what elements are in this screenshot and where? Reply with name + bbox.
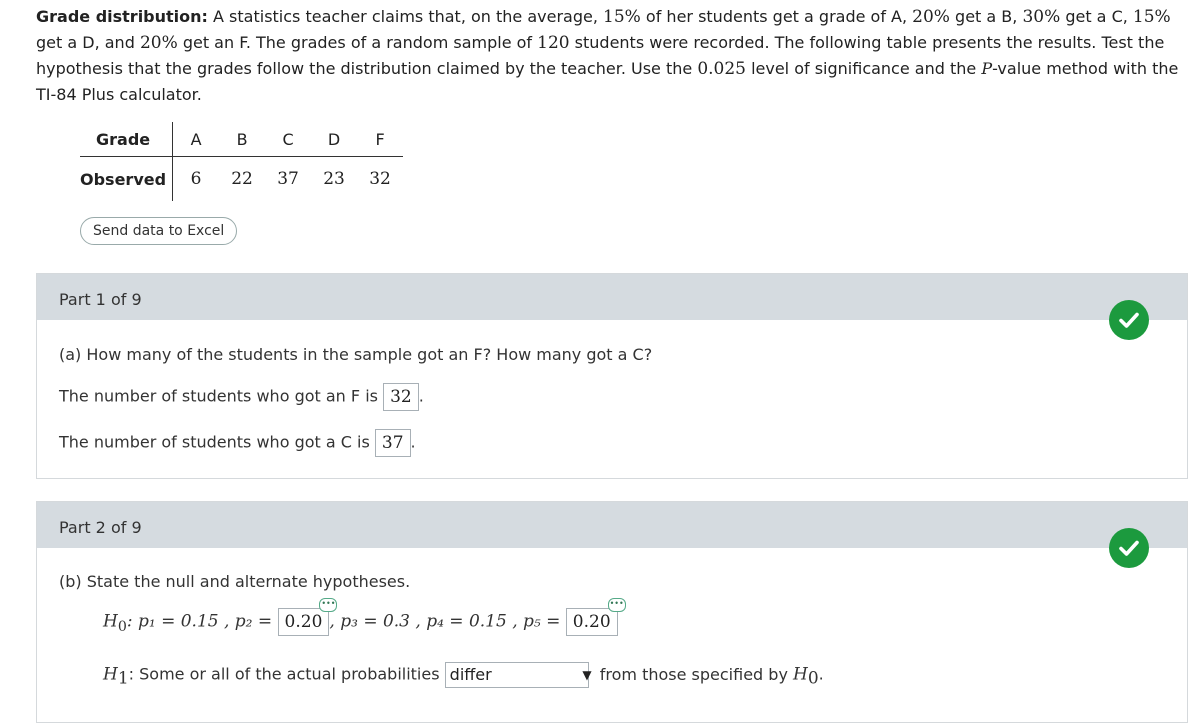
period: . [410, 432, 416, 452]
observed-header: Observed [80, 157, 173, 202]
h0-symbol: H [793, 664, 808, 685]
h1-symbol: H [103, 664, 118, 685]
p-variable: P [981, 59, 993, 78]
h0-subscript: 0 [117, 618, 127, 635]
observed-row [80, 157, 403, 202]
percent-c: 30% [1022, 7, 1061, 27]
grade-cell: A [173, 122, 220, 157]
part-1-question: (a) How many of the students in the sample got an F? How many got a C? [59, 345, 653, 364]
f-count-line [59, 383, 424, 411]
observed-cell: 6 [190, 169, 202, 189]
part-2-question: (b) State the null and alternate hypotheses. [59, 572, 411, 591]
p5-cell [566, 599, 624, 636]
p2-answer[interactable]: 0.20 [278, 608, 330, 636]
problem-text: get a B, [949, 7, 1023, 26]
part-1-label: Part 1 of 9 [59, 290, 142, 309]
problem-text: get a C, [1060, 7, 1133, 26]
observed-cell: 32 [369, 169, 391, 189]
part-2-header [37, 502, 1187, 548]
c-count-answer[interactable]: 37 [375, 429, 411, 457]
h1-dropdown-value: differ [449, 665, 492, 684]
period: . [418, 386, 424, 406]
part-1-panel [36, 273, 1188, 479]
c-count-text: The number of students who got a C is [59, 432, 370, 452]
alternate-hypothesis [103, 662, 824, 689]
grades-table [80, 122, 403, 201]
percent-d: 15% [1132, 7, 1171, 27]
problem-text: get a D, and [36, 33, 140, 52]
percent-f: 20% [139, 33, 178, 53]
checkmark-icon [1109, 300, 1149, 340]
problem-text: get an F. The grades of a random sample of [177, 33, 538, 52]
h1-after-text: from those specified by [599, 664, 788, 684]
problem-statement [36, 4, 1186, 108]
h0-subscript: 0 [807, 668, 819, 689]
observed-cell: 23 [323, 169, 345, 189]
problem-title: Grade distribution: [36, 7, 208, 26]
period: . [818, 664, 824, 684]
sample-size: 120 [537, 33, 570, 53]
send-to-excel-button[interactable]: Send data to Excel [80, 217, 237, 245]
h0-text: , p₃ = 0.3 , p₄ = 0.15 , p₅ = [329, 611, 561, 632]
problem-text: of her students get a grade of A, [640, 7, 913, 26]
h1-subscript: 1 [117, 668, 129, 689]
checkmark-icon [1109, 528, 1149, 568]
grade-cell: F [357, 122, 403, 157]
h0-symbol: H [103, 611, 118, 632]
grade-header: Grade [80, 122, 173, 157]
problem-text: level of significance and the [745, 59, 982, 78]
grade-row [80, 122, 403, 157]
h0-text: : p₁ = 0.15 , p₂ = [126, 611, 273, 632]
grade-cell: B [219, 122, 265, 157]
grade-cell: D [311, 122, 357, 157]
f-count-text: The number of students who got an F is [59, 386, 378, 406]
problem-text: A statistics teacher claims that, on the average, [207, 7, 604, 26]
null-hypothesis [103, 599, 624, 636]
more-options-icon[interactable]: ••• [319, 598, 337, 612]
problem-text: -value method with the TI-84 Plus calculator. [36, 59, 1179, 104]
percent-a: 15% [603, 7, 641, 27]
h1-dropdown[interactable] [445, 662, 592, 688]
f-count-answer[interactable]: 32 [383, 383, 419, 411]
part-2-label: Part 2 of 9 [59, 518, 142, 537]
p5-answer[interactable]: 0.20 [566, 608, 618, 636]
significance-level: 0.025 [697, 59, 746, 79]
h1-text: : Some or all of the actual probabilities [128, 664, 440, 684]
more-options-icon[interactable]: ••• [608, 598, 626, 612]
c-count-line [59, 429, 416, 457]
grade-cell: C [265, 122, 311, 157]
caret-down-icon: ▼ [582, 668, 592, 682]
part-1-header [37, 274, 1187, 320]
percent-b: 20% [912, 7, 950, 27]
p2-cell [278, 599, 336, 636]
part-2-panel [36, 501, 1188, 723]
problem-text: students were recorded. The following table presents the results. Test the hypothesis that the grades follow the distribution claimed by the teacher. Use the [36, 33, 1165, 78]
observed-cell: 22 [231, 169, 253, 189]
observed-cell: 37 [277, 169, 299, 189]
